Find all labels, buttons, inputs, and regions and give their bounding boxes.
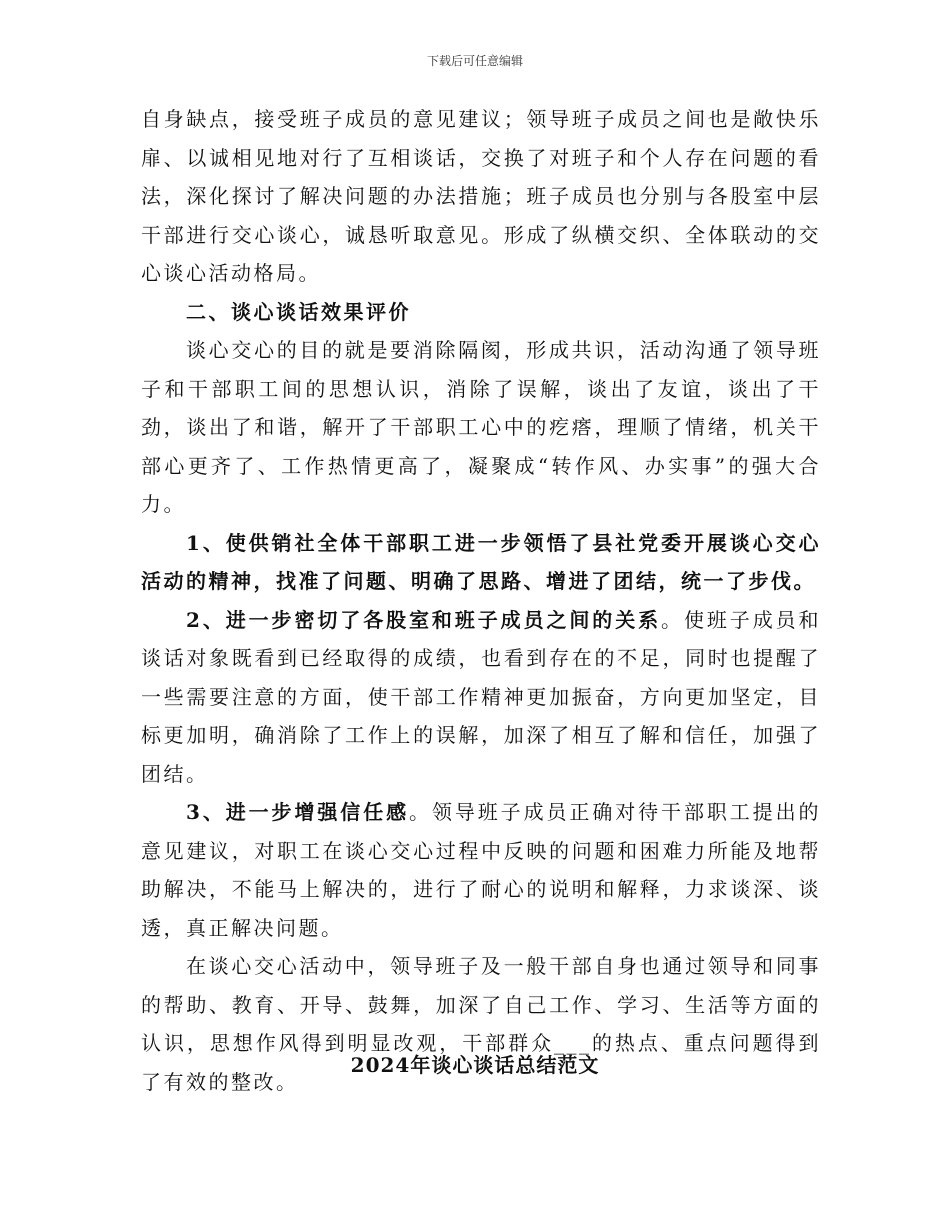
paragraph-continuation: 自身缺点，接受班子成员的意见建议；领导班子成员之间也是敞快乐扉、以诚相见地对行了互相谈话，交换了对班子和个人存在问题的看法，深化探讨了解决问题的办法措施；班子成员也分别与各股室中层干部进行交心谈心，诚恳听取意见。形成了纵横交织、全体联动的交心谈心活动格局。 [141,107,821,285]
document-title: 2024年谈心谈话总结范文 [350,1053,600,1077]
point-3-text: 。领导班子成员正确对待干部职工提出的意见建议，对职工在谈心交心过程中反映的问题和困难力所能及地帮助解决，不能马上解决的，进行了耐心的说明和解释，力求谈深、谈透，真正解决问题。 [141,800,822,940]
page-header: 下载后可任意编辑 [426,54,523,68]
point-2-heading: 2、进一步密切了各股室和班子成员之间的关系 [186,607,662,632]
paragraph-point-2 [141,601,821,794]
document-body [141,100,821,1101]
paragraph-conclusion: 在谈心交心活动中，领导班子及一般干部自身也通过领导和同事的帮助、教育、开导、鼓舞，加深了自己工作、学习、生活等方面的认识，思想作风得到明显改观，干部群众___的热点、重点问题得到了有效的整改。 [141,954,821,1094]
paragraph-evaluation: 谈心交心的目的就是要消除隔阂，形成共识，活动沟通了领导班子和干部职工间的思想认识，消除了误解，谈出了友谊，谈出了干劲，谈出了和谐，解开了干部职工心中的疙瘩，理顺了情绪，机关干部心更齐了、工作热情更高了，凝聚成“转作风、办实事”的强大合力。 [141,338,821,516]
point-2-text: 。使班子成员和谈话对象既看到已经取得的成绩，也看到存在的不足，同时也提醒了一些需要注意的方面，使干部工作精神更加振奋，方向更加坚定，目标更加明，确消除了工作上的误解，加深了相互了解和信任，加强了团结。 [141,607,822,786]
section-heading: 二、谈心谈话效果评价 [186,299,411,324]
paragraph-point-1: 1、使供销社全体干部职工进一步领悟了县社党委开展谈心交心活动的精神，找准了问题、明确了思路、增进了团结，统一了步伐。 [141,530,821,593]
paragraph-point-3 [141,793,821,947]
point-3-heading: 3、进一步增强信任感 [186,800,410,824]
